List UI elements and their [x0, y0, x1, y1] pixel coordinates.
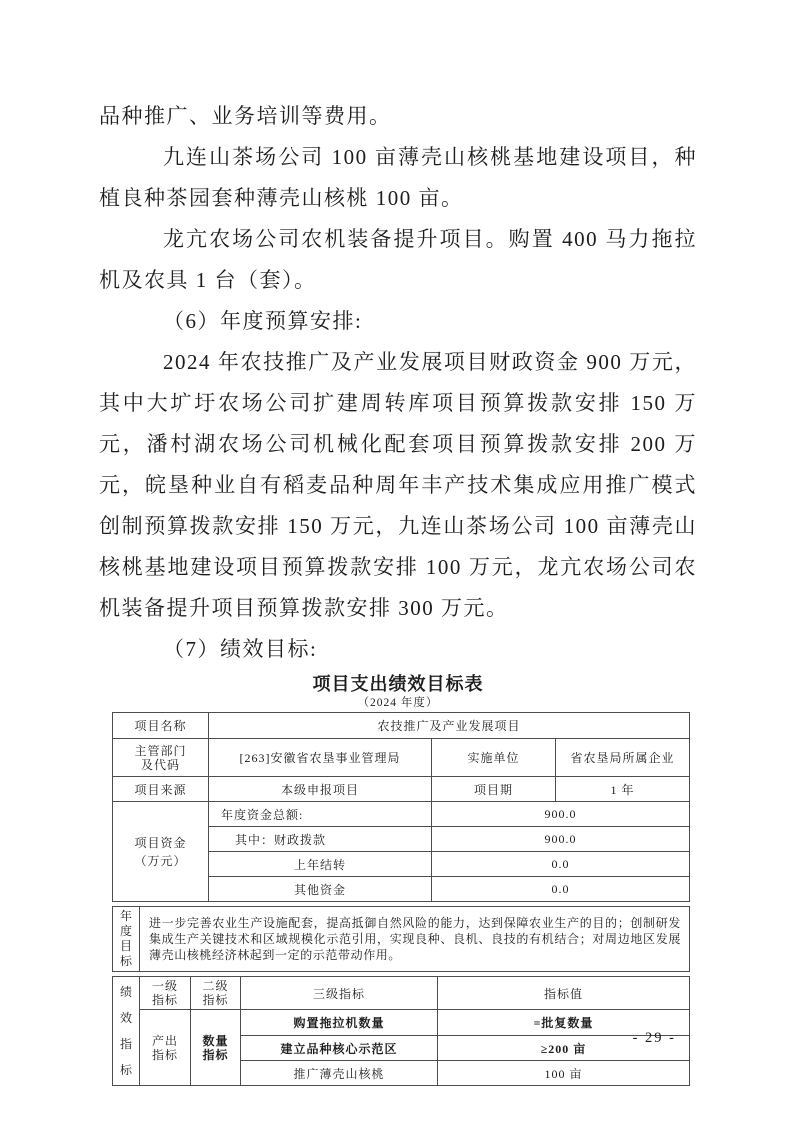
- funds-row-name: 年度资金总额:: [209, 802, 432, 827]
- funds-row-value: 900.0: [432, 827, 690, 852]
- page-number: - 29 -: [632, 1030, 676, 1046]
- annual-goal-table: [112, 906, 690, 972]
- indicator-name: 购置拖拉机数量: [241, 1010, 438, 1036]
- paragraph: 龙亢农场公司农机装备提升项目。购置 400 马力拖拉机及农具 1 台（套）。: [99, 227, 697, 292]
- table-row: [113, 739, 690, 777]
- basic-info-table: [112, 712, 690, 902]
- indicator-value: 100 亩: [438, 1061, 690, 1086]
- funds-row-name: 上年结转: [209, 852, 432, 877]
- paragraph: 九连山茶场公司 100 亩薄壳山核桃基地建设项目，种植良种茶园套种薄壳山核桃 100 亩。: [99, 145, 697, 210]
- funds-row-value: 0.0: [432, 852, 690, 877]
- funds-label: 项目资金 （万元）: [113, 802, 209, 902]
- funds-row-value: 0.0: [432, 877, 690, 902]
- impl-unit-label: 实施单位: [432, 739, 556, 777]
- indicator-name: 推广薄壳山核桃: [241, 1061, 438, 1086]
- table-row: [113, 713, 690, 739]
- level2-header: 二级 指标: [191, 977, 241, 1010]
- performance-table: [112, 712, 689, 1086]
- period-label: 项目期: [432, 777, 556, 802]
- indicator-name: 建立品种核心示范区: [241, 1036, 438, 1061]
- value-header: 指标值: [438, 977, 690, 1010]
- funds-row-name: 其中：财政拨款: [209, 827, 432, 852]
- project-name-value: 农技推广及产业发展项目: [209, 713, 690, 739]
- table-row: [113, 907, 690, 972]
- level1-value: 产出 指标: [140, 1010, 191, 1086]
- project-name-label: 项目名称: [113, 713, 209, 739]
- funds-row-value: 900.0: [432, 802, 690, 827]
- document-content: [99, 96, 697, 1086]
- table-row: [113, 777, 690, 802]
- source-label: 项目来源: [113, 777, 209, 802]
- paragraph: 2024 年农技推广及产业发展项目财政资金 900 万元，其中大圹圩农场公司扩建周转库项目预算拨款安排 150 万元，潘村湖农场公司机械化配套项目预算拨款安排 200 万元，皖垦种业自有稻麦品种周年丰产技术集成应用推广模式创制预算拨款安排 150 万元，九连山茶场公司 100 亩薄壳山核桃基地建设项目预算拨款安排 100 万元，龙亢农场公司农机装备提升项目预算拨款安排 300 万元。: [99, 350, 697, 620]
- table-row: [113, 1010, 690, 1036]
- performance-table-subtitle: （2024 年度）: [357, 697, 439, 709]
- indicator-value: ≥200 亩: [438, 1036, 690, 1061]
- annual-goal-text: 进一步完善农业生产设施配套，提高抵御自然风险的能力，达到保障农业生产的目的；创制研发集成生产关键技术和区域规模化示范引用，实现良种、良机、良技的有机结合；对周边地区发展薄壳山核桃经济林起到一定的示范带动作用。: [140, 907, 690, 972]
- impl-unit-value: 省农垦局所属企业: [556, 739, 690, 777]
- dept-value: [263]安徽省农垦事业管理局: [209, 739, 432, 777]
- paragraph: （6）年度预算安排:: [163, 309, 363, 333]
- table-row: [113, 802, 690, 827]
- annual-goal-label: 年度目标: [113, 907, 140, 972]
- funds-row-name: 其他资金: [209, 877, 432, 902]
- level1-header: 一级 指标: [140, 977, 191, 1010]
- level2-value: 数量 指标: [191, 1010, 241, 1086]
- dept-label: 主管部门 及代码: [113, 739, 209, 777]
- level3-header: 三级指标: [241, 977, 438, 1010]
- table-row: [113, 977, 690, 1010]
- source-value: 本级申报项目: [209, 777, 432, 802]
- paragraph: 品种推广、业务培训等费用。: [99, 104, 392, 128]
- indicator-value: =批复数量: [438, 1010, 690, 1036]
- indicators-label: 绩效指标: [113, 977, 140, 1086]
- indicators-table: [112, 976, 690, 1086]
- paragraph: （7）绩效目标:: [163, 637, 318, 661]
- period-value: 1 年: [556, 777, 690, 802]
- performance-table-title: 项目支出绩效目标表: [312, 674, 484, 694]
